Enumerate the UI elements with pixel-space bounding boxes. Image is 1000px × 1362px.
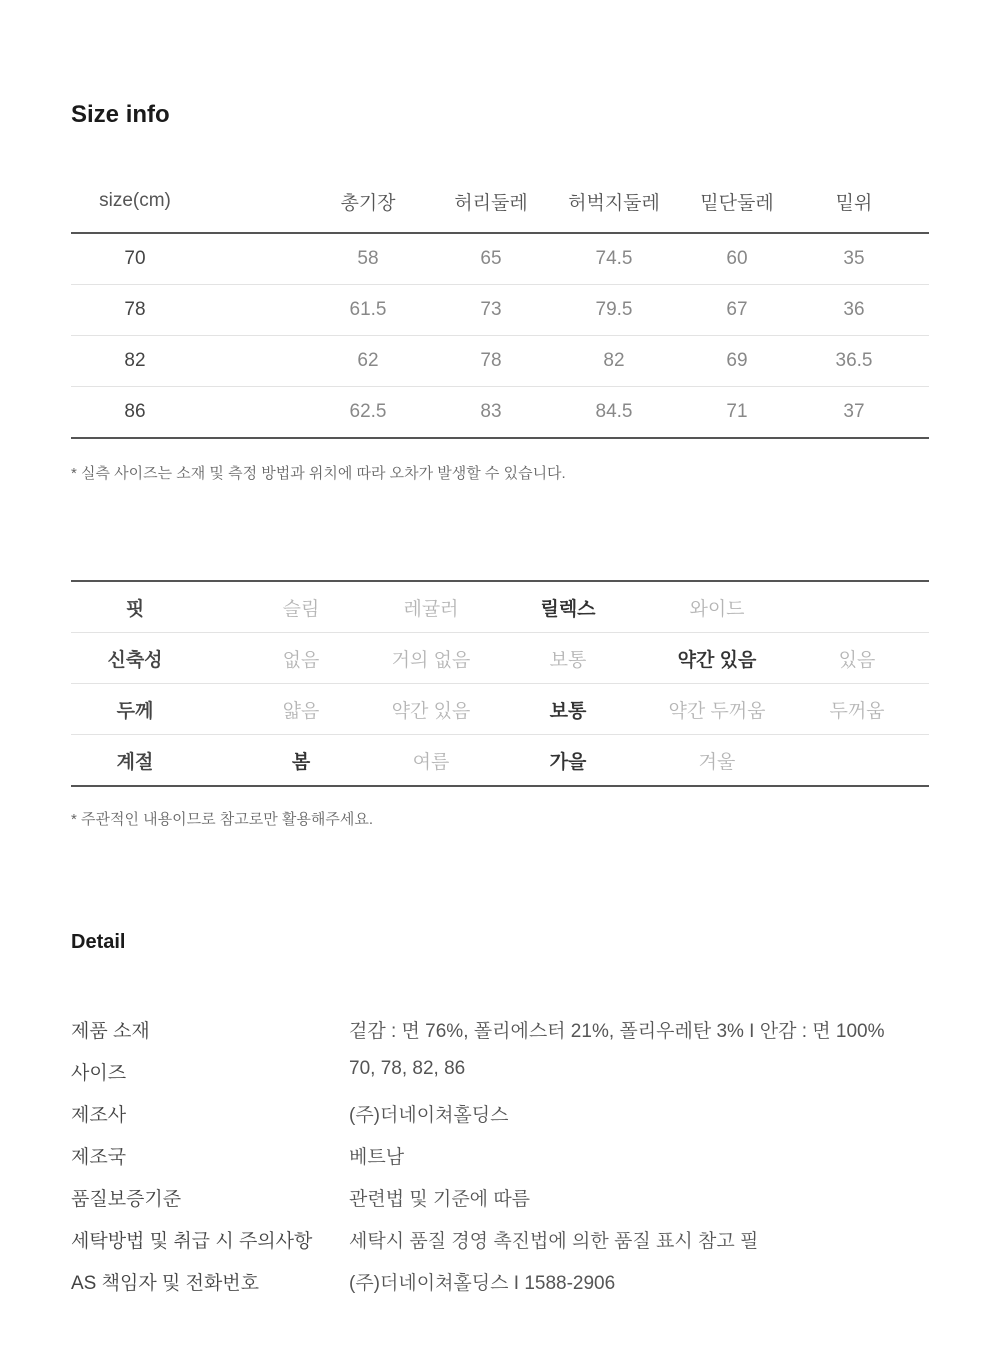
detail-value: 세탁시 품질 경영 촉진법에 의한 품질 표시 참고 필 [349, 1231, 759, 1252]
value-cell: 61.5 [349, 299, 387, 320]
value-cell: 78 [480, 350, 502, 371]
fit-option: 없음 [282, 649, 320, 671]
fit-option: 약간 있음 [391, 700, 471, 722]
fit-label: 핏 [125, 598, 145, 620]
value-cell: 69 [726, 350, 748, 371]
value-cell: 73 [480, 299, 502, 320]
value-cell: 62 [357, 350, 379, 371]
fit-option: 거의 없음 [391, 649, 471, 671]
fit-option-selected: 가을 [549, 751, 587, 773]
value-cell: 62.5 [349, 401, 387, 422]
list-item [71, 1175, 929, 1217]
list-item [71, 1049, 929, 1091]
fit-option-selected: 약간 있음 [677, 649, 757, 671]
fit-row [71, 582, 929, 633]
fit-row [71, 633, 929, 684]
detail-value: 관련법 및 기준에 따름 [349, 1189, 531, 1210]
value-cell: 35 [843, 248, 865, 269]
detail-label: AS 책임자 및 전화번호 [71, 1273, 260, 1294]
size-table [71, 170, 929, 439]
value-cell: 36 [843, 299, 865, 320]
list-item [71, 1091, 929, 1133]
value-cell: 65 [480, 248, 502, 269]
size-table-header [71, 170, 929, 234]
fit-option: 슬림 [282, 598, 320, 620]
size-cell: 86 [124, 401, 146, 422]
value-cell: 58 [357, 248, 379, 269]
header-size: size(cm) [99, 190, 171, 211]
detail-value: (주)더네이쳐홀딩스 [349, 1105, 509, 1126]
size-cell: 70 [124, 248, 146, 269]
fit-option: 두꺼움 [829, 700, 885, 722]
value-cell: 36.5 [835, 350, 873, 371]
value-cell: 37 [843, 401, 865, 422]
fit-row [71, 684, 929, 735]
value-cell: 82 [603, 350, 625, 371]
fit-option-selected: 보통 [549, 700, 587, 722]
fit-note: * 주관적인 내용이므로 참고로만 활용해주세요. [71, 811, 373, 828]
value-cell: 67 [726, 299, 748, 320]
detail-value: 겉감 : 면 76%, 폴리에스터 21%, 폴리우레탄 3% I 안감 : 면 100% [349, 1021, 885, 1042]
fit-label: 계절 [116, 751, 154, 773]
fit-option: 약간 두꺼움 [668, 700, 766, 722]
fit-option-selected: 릴렉스 [540, 598, 596, 620]
size-cell: 82 [124, 350, 146, 371]
table-row [71, 336, 929, 387]
size-cell: 78 [124, 299, 146, 320]
detail-label: 품질보증기준 [71, 1189, 182, 1210]
fit-option-selected: 봄 [291, 751, 311, 773]
value-cell: 83 [480, 401, 502, 422]
list-item [71, 1217, 929, 1259]
fit-label: 신축성 [107, 649, 163, 671]
fit-option: 여름 [412, 751, 450, 773]
fit-option: 와이드 [689, 598, 745, 620]
header-waist: 허리둘레 [454, 192, 528, 214]
value-cell: 74.5 [595, 248, 633, 269]
detail-list [71, 1007, 929, 1301]
list-item [71, 1259, 929, 1301]
detail-title: Detail [71, 931, 126, 953]
table-row [71, 387, 929, 439]
size-info-title: Size info [71, 101, 170, 128]
detail-label: 세탁방법 및 취급 시 주의사항 [71, 1231, 313, 1252]
header-thigh: 허벅지둘레 [568, 192, 660, 214]
fit-label: 두께 [116, 700, 154, 722]
detail-value: 70, 78, 82, 86 [349, 1058, 466, 1079]
detail-label: 제품 소재 [71, 1021, 150, 1042]
detail-value: 베트남 [349, 1147, 405, 1168]
fit-option: 레귤러 [403, 598, 459, 620]
value-cell: 79.5 [595, 299, 633, 320]
fit-option: 보통 [549, 649, 587, 671]
list-item [71, 1007, 929, 1049]
fit-option: 겨울 [698, 751, 736, 773]
value-cell: 71 [726, 401, 748, 422]
value-cell: 84.5 [595, 401, 633, 422]
fit-table [71, 580, 929, 787]
header-hem: 밑단둘레 [700, 192, 774, 214]
detail-label: 제조사 [71, 1105, 127, 1126]
header-rise: 밑위 [835, 192, 873, 214]
table-row [71, 234, 929, 285]
fit-row [71, 735, 929, 787]
header-total-length: 총기장 [340, 192, 396, 214]
detail-label: 사이즈 [71, 1063, 127, 1084]
fit-option: 얇음 [282, 700, 320, 722]
detail-label: 제조국 [71, 1147, 127, 1168]
table-row [71, 285, 929, 336]
list-item [71, 1133, 929, 1175]
fit-option: 있음 [838, 649, 876, 671]
value-cell: 60 [726, 248, 748, 269]
size-note: * 실측 사이즈는 소재 및 측정 방법과 위치에 따라 오차가 발생할 수 있습니다. [71, 465, 566, 482]
detail-value: (주)더네이쳐홀딩스 I 1588-2906 [349, 1273, 616, 1294]
